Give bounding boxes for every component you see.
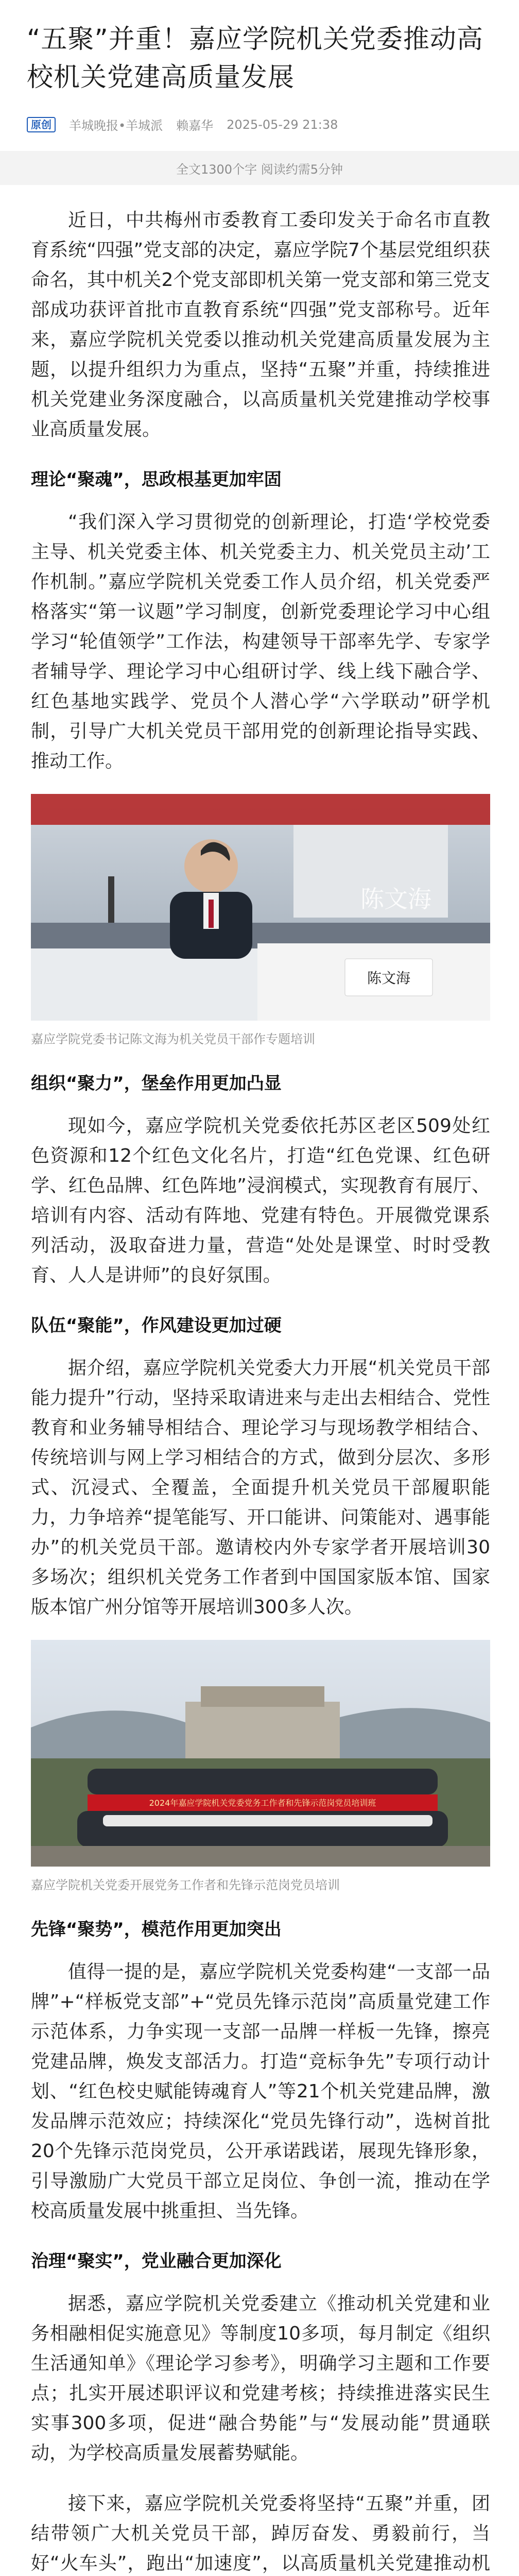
group-photo[interactable]	[31, 1640, 490, 1867]
lecture-photo-illustration	[31, 794, 490, 1021]
reading-stats-bar	[0, 151, 519, 185]
lecture-photo[interactable]	[31, 794, 490, 1021]
section-paragraph: “我们深入学习贯彻党的创新理论，打造‘学校党委主导、机关党委主体、机关党委主力、机关党员主动’工作机制。”嘉应学院机关党委工作人员介绍，机关党委严格落实“第一议题”学习制度，创新党委理论学习中心组学习“轮值领学”工作法，构建领导干部率先学、专家学者辅导学、理论学习中心组研讨学、线上线下融合学、红色基地实践学、党员个人潜心学“六学联动”研学机制，引导广大机关党员干部用党的创新理论指导实践、推动工作。	[31, 512, 490, 772]
publish-time: 2025-05-29 21:38	[227, 117, 338, 132]
section-organization-body	[31, 1111, 490, 1291]
section-title-organization: 组织“聚力”，堡垒作用更加凸显	[31, 1073, 282, 1094]
intro-block	[31, 206, 490, 445]
intro-paragraph: 近日，中共梅州市委教育工委印发关于命名市直教育系统“四强”党支部的决定，嘉应学院7个基层党组织获命名，其中机关2个党支部即机关第一党支部和第三党支部成功获评首批市直教育系统“四强”党支部称号。近年来，嘉应学院机关党委以推动机关党建高质量发展为主题，以提升组织力为重点，坚持“五聚”并重，持续推进机关党建业务深度融合，以高质量机关党建推动学校事业高质量发展。	[31, 210, 490, 440]
figure-caption-lecture: 嘉应学院党委书记陈文海为机关党员干部作专题培训	[31, 1032, 315, 1046]
article-body	[0, 206, 519, 2576]
figure-lecture	[31, 794, 490, 1048]
article-header	[0, 0, 519, 133]
section-title-theory: 理论“聚魂”，思政根基更加牢固	[31, 469, 282, 490]
section-title-pioneer: 先锋“聚势”，模范作用更加突出	[31, 1919, 282, 1940]
source-label[interactable]: 羊城晚报•羊城派	[69, 118, 163, 133]
group-banner-text: 2024年嘉应学院机关党委党务工作者和先锋示范岗党员培训班	[149, 1798, 376, 1808]
section-paragraph: 值得一提的是，嘉应学院机关党委构建“一支部一品牌”+“样板党支部”+“党员先锋示范岗”高质量党建工作示范体系，力争实现一支部一品牌一样板一先锋，擦亮党建品牌，焕发支部活力。打造“竞标争先”专项行动计划、“红色校史赋能铸魂育人”等21个机关党建品牌，激发品牌示范效应；持续深化“党员先锋行动”，选树首批20个先锋示范岗党员，公开承诺践诺，展现先锋形象，引导激励广大党员干部立足岗位、争创一流，推动在学校高质量发展中挑重担、当先锋。	[31, 1961, 490, 2222]
section-governance-body	[31, 2289, 490, 2468]
nameplate-text: 陈文海	[367, 970, 411, 987]
article-title: “五聚”并重！嘉应学院机关党委推动高校机关党建高质量发展	[27, 24, 483, 93]
section-title-governance: 治理“聚实”，党业融合更加深化	[31, 2251, 282, 2272]
original-tag: 原创	[27, 117, 56, 132]
section-paragraph: 现如今，嘉应学院机关党委依托苏区老区509处红色资源和12个红色文化名片，打造“红色党课、红色研学、红色品牌、红色阵地”浸润模式，实现教育有展厅、培训有内容、活动有阵地、党建有特色。开展微党课系列活动，汲取奋进力量，营造“处处是课堂、时时受教育、人人是讲师”的良好氛围。	[31, 1115, 490, 1286]
figure-group-photo	[31, 1640, 490, 1894]
reading-stats-text: 全文1300个字 阅读约需5分钟	[176, 162, 343, 177]
section-team-body	[31, 1353, 490, 1622]
closing-paragraph: 接下来，嘉应学院机关党委将坚持“五聚”并重，团结带领广大机关党员干部，踔厉奋发、勇毅前行，当好“火车头”，跑出“加速度”，以高质量机关党建推动机	[31, 2493, 490, 2574]
section-paragraph: 据悉，嘉应学院机关党委建立《推动机关党建和业务相融相促实施意见》等制度10多项，每月制定《组织生活通知单》《理论学习参考》，明确学习主题和工作要点；扎实开展述职评议和党建考核；持续推进落实民生实事300多项，促进“融合势能”与“发展动能”贯通联动，为学校高质量发展蓄势赋能。	[31, 2293, 490, 2464]
author-label: 赖嘉华	[176, 118, 214, 133]
group-photo-illustration	[31, 1640, 490, 1867]
original-badge	[27, 117, 56, 132]
section-title-team: 队伍“聚能”，作风建设更加过硬	[31, 1315, 282, 1336]
figure-caption-group: 嘉应学院机关党委开展党务工作者和先锋示范岗党员培训	[31, 1878, 340, 1892]
article-meta	[27, 115, 492, 133]
section-pioneer-body	[31, 1957, 490, 2226]
closing-block	[31, 2489, 490, 2576]
section-theory-body	[31, 507, 490, 776]
section-paragraph: 据介绍，嘉应学院机关党委大力开展“机关党员干部能力提升”行动，坚持采取请进来与走出去相结合、党性教育和业务辅导相结合、理论学习与现场教学相结合、传统培训与网上学习相结合的方式，做到分层次、多形式、沉浸式、全覆盖，全面提升机关党员干部履职能力，力争培养“提笔能写、开口能讲、问策能对、遇事能办”的机关党员干部。邀请校内外专家学者开展培训30多场次；组织机关党务工作者到中国国家版本馆、国家版本馆广州分馆等开展培训300多人次。	[31, 1358, 490, 1618]
photo-name-overlay: 陈文海	[360, 885, 431, 913]
